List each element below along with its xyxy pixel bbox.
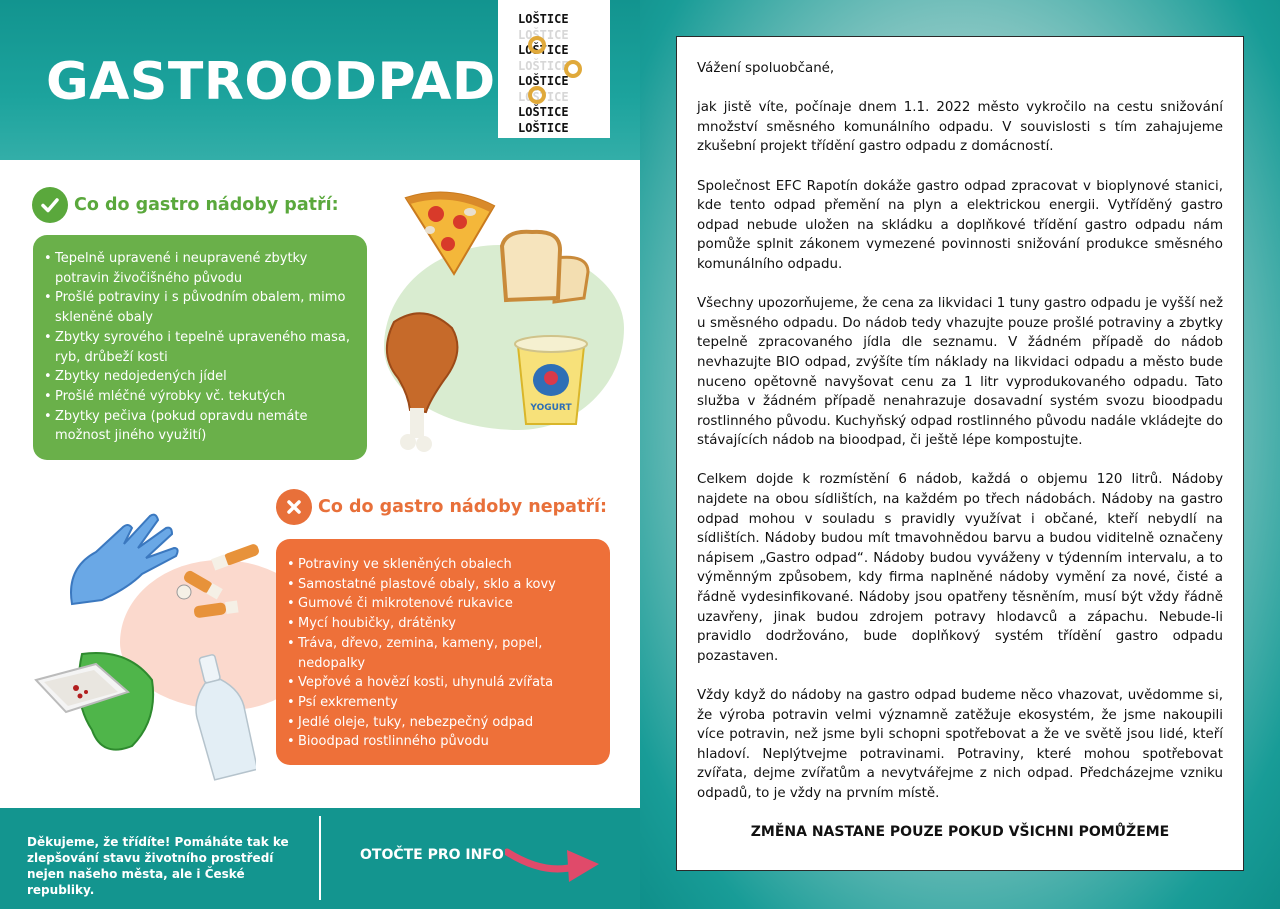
letter-paragraph: Všechny upozorňujeme, že cena za likvidaci 1 tuny gastro odpadu je vyšší než u směsného odpadu. Do nádob tedy vhazujte pouze prošlé potraviny a zbytky tepelně zpracovaného jídla dle seznamu. V žádném případě do nádob nevhazujte BIO odpad, zvýšíte tím náklady na likvidaci odpadu a město bude nuceno opětovně navyšovat cenu za 1 litr vyprodukovaného odpadu. Tato služba v žádném případě nenahrazuje dosavadní systém svozu bioodpadu rostlinného původu. Kuchyňský odpad rostlinného původu nadále vkládejte do stávajících nádob na bioodpad, či ještě lépe kompostujte.: [697, 296, 1223, 449]
letter-closing: ZMĚNA NASTANE POUZE POKUD VŠICHNI POMŮŽEME: [750, 824, 1170, 841]
letter-paragraph: Společnost EFC Rapotín dokáže gastro odpad zpracovat v bioplynové stanici, kde tento odpad přemění na plyn a elektrickou energii. Vytříděný gastro odpad nebude uložen na skládku a doplňkové třídění gastro odpadu nám pomůže splnit zákonem vymezené povinnosti snižování produkce směsného komunálního odpadu.: [697, 178, 1223, 272]
glass-bottle-icon: [190, 652, 256, 784]
logo-line: LOŠTICE: [518, 27, 569, 42]
footer-divider: [319, 816, 321, 900]
logo-ring-icon: [528, 86, 546, 104]
turn-over-label: OTOČTE PRO INFO: [360, 847, 504, 863]
letter-paragraph: Vždy když do nádoby na gastro odpad budeme něco vhazovat, uvědomme si, že výroba potravin velmi významně zatěžuje ekosystém, že jsme nakoupili více potravin, než jsme byli schopni spotřebovat a že ve světě jsou lidé, kteří hladoví. Neplýtvejme potravinami. Potraviny, které mohou spotřebovat zvířata, dejme zvířatům a nevytvářejme z nich odpad. Předcházejme vzniku odpadů, to je vždy na prvním místě.: [697, 688, 1223, 801]
list-item: • Jedlé oleje, tuky, nebezpečný odpad: [280, 713, 600, 733]
letter-greeting: Vážení spoluobčané,: [697, 61, 835, 76]
yogurt-cup-icon: [512, 332, 590, 428]
list-item: • Zbytky pečiva (pokud opravdu nemáte možnost jiného využití): [37, 407, 357, 446]
list-item: • Vepřové a hovězí kosti, uhynulá zvířata: [280, 673, 600, 693]
logo-ring-icon: [564, 60, 582, 78]
not-belongs-heading: [276, 489, 607, 525]
belongs-heading-text: Co do gastro nádoby patří:: [74, 195, 339, 215]
list-item: • Tráva, dřevo, zemina, kameny, popel, nedopalky: [280, 634, 600, 673]
logo-line: LOŠTICE: [518, 105, 569, 119]
logo-line: LOŠTICE: [518, 12, 569, 26]
list-item: • Psí exkrementy: [280, 693, 600, 713]
list-item: • Bioodpad rostlinného původu: [280, 732, 600, 752]
cigarette-butts-icon: [172, 544, 268, 624]
checkmark-icon: [32, 187, 68, 223]
plastic-tray-and-bag-icon: [32, 650, 162, 760]
town-logo: [498, 0, 610, 138]
page-title: GASTROODPAD: [46, 52, 496, 112]
thanks-message: Děkujeme, že třídíte! Pomáháte tak ke zlepšování stavu životního prostředí nejen našeho města, ale i České republiky.: [27, 835, 289, 897]
letter-paragraph: jak jistě víte, počínaje dnem 1.1. 2022 město vykročilo na cestu snižování množství směsného komunálního odpadu. V souvislosti s tím zahajujeme zkušební projekt třídění gastro odpadu z domácností.: [697, 100, 1223, 155]
cross-icon: [276, 489, 312, 525]
bread-slices-icon: [496, 228, 592, 308]
belongs-heading: [32, 187, 339, 223]
logo-line: LOŠTICE: [518, 58, 569, 73]
list-item: • Zbytky syrového i tepelně upraveného masa, ryb, drůbeží kosti: [37, 328, 357, 367]
belongs-list: [33, 235, 367, 460]
logo-line: LOŠTICE: [518, 74, 569, 88]
logo-line: LOŠTICE: [518, 120, 569, 135]
list-item: • Potraviny ve skleněných obalech: [280, 555, 600, 575]
list-item: • Samostatné plastové obaly, sklo a kovy: [280, 575, 600, 595]
rubber-glove-icon: [62, 508, 184, 614]
letter-paragraph: Celkem dojde k rozmístění 6 nádob, každá o objemu 120 litrů. Nádoby najdete na obou sídlištích, na každém po třech nádobách. Nádoby na gastro odpad mohou v souladu s pravidly využívat i občané, kteří nebydlí na sídlištích. Nádoby budou mít tmavohnědou barvu a budou viditelně označeny nápisem „Gastro odpad“. Nádoby budou vyváženy v týdenním intervalu, a to výměnným způsobem, kdy firma naplněné nádoby vymění za nové, čisté a řádně vydesinfikované. Nádoby jsou opatřeny těsněním, musí být vždy řádně uzavřeny, jinak budou zdrojem potravy hlodavců a zápachu. Nebude-li pravidlo dodržováno, bude doplňkový systém třídění gastro odpadu pozastaven.: [697, 472, 1223, 664]
list-item: • Mycí houbičky, drátěnky: [280, 614, 600, 634]
not-belongs-list: [276, 539, 610, 765]
info-letter: [676, 36, 1244, 871]
arrow-right-icon: [505, 842, 601, 888]
list-item: • Prošlé mléčné výrobky vč. tekutých: [37, 387, 357, 407]
list-item: • Gumové či mikrotenové rukavice: [280, 594, 600, 614]
list-item: • Prošlé potraviny i s původním obalem, mimo skleněné obaly: [37, 288, 357, 327]
list-item: • Tepelně upravené i neupravené zbytky potravin živočišného původu: [37, 249, 357, 288]
list-item: • Zbytky nedojedených jídel: [37, 367, 357, 387]
logo-line: LOŠTICE: [518, 89, 569, 104]
yogurt-label: YOGURT: [530, 403, 572, 413]
pizza-slice-icon: [402, 188, 498, 278]
logo-ring-icon: [528, 36, 546, 54]
not-belongs-heading-text: Co do gastro nádoby nepatří:: [318, 497, 607, 517]
logo-line: LOŠTICE: [518, 43, 569, 57]
chicken-leg-icon: [374, 308, 466, 456]
